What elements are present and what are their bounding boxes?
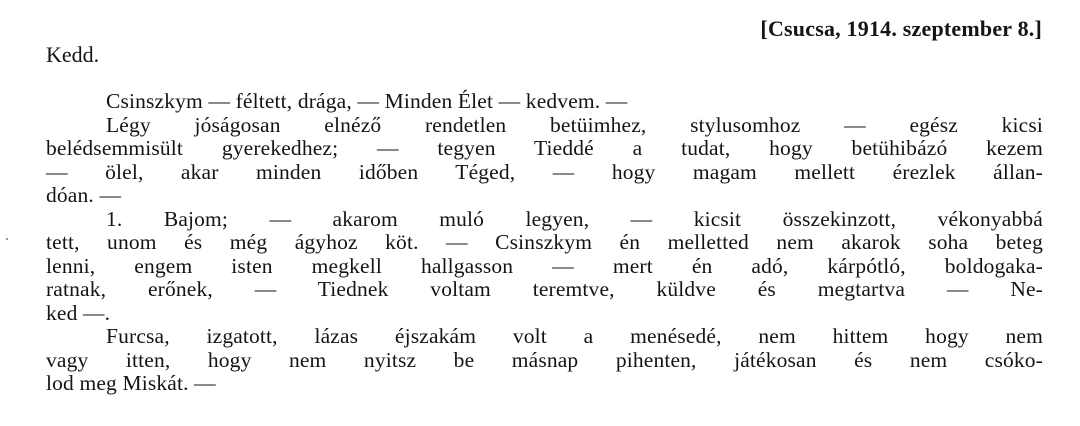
letter-line: tett, unom és még ágyhoz köt. — Csinszkym én melletted nem akarok soha beteg — [46, 230, 1043, 254]
letter-body — [46, 90, 1043, 396]
letter-line: 1. Bajom; — akarom muló legyen, — kicsit összekinzott, vékonyabbá — [106, 206, 1043, 231]
letter-line: Furcsa, izgatott, lázas éjszakám volt a menésedé, nem hittem hogy nem — [106, 324, 1043, 348]
letter-line: lenni, engem isten megkell hallgasson — mert én adó, kárpótló, boldogaka- — [46, 253, 1043, 278]
weekday-line: Kedd. — [46, 42, 100, 67]
letter-line: Légy jóságosan elnéző rendetlen betüimhez, stylusomhoz — egész kicsi — [106, 112, 1043, 137]
scan-speck — [6, 238, 8, 240]
letter-line: lod meg Miskát. — — [46, 371, 216, 395]
letter-line: ratnak, erőnek, — Tiednek voltam teremtve, küldve és megtartva — Ne- — [46, 277, 1043, 301]
date-heading: [Csucsa, 1914. szeptember 8.] — [760, 16, 1042, 41]
letter-line: belédsemmisült gyerekedhez; — tegyen Tieddé a tudat, hogy betühibázó kezem — [46, 136, 1043, 160]
letter-salutation-line: Csinszkym — féltett, drága, — Minden Élet — kedvem. — — [106, 89, 628, 113]
letter-line: dóan. — — [46, 183, 122, 207]
letter-line: ked —. — [46, 300, 111, 325]
letter-line: vagy itten, hogy nem nyitsz be másnap pihenten, játékosan és nem csóko- — [46, 347, 1043, 372]
letter-line: — ölel, akar minden időben Téged, — hogy magam mellett érezlek állan- — [46, 159, 1043, 184]
